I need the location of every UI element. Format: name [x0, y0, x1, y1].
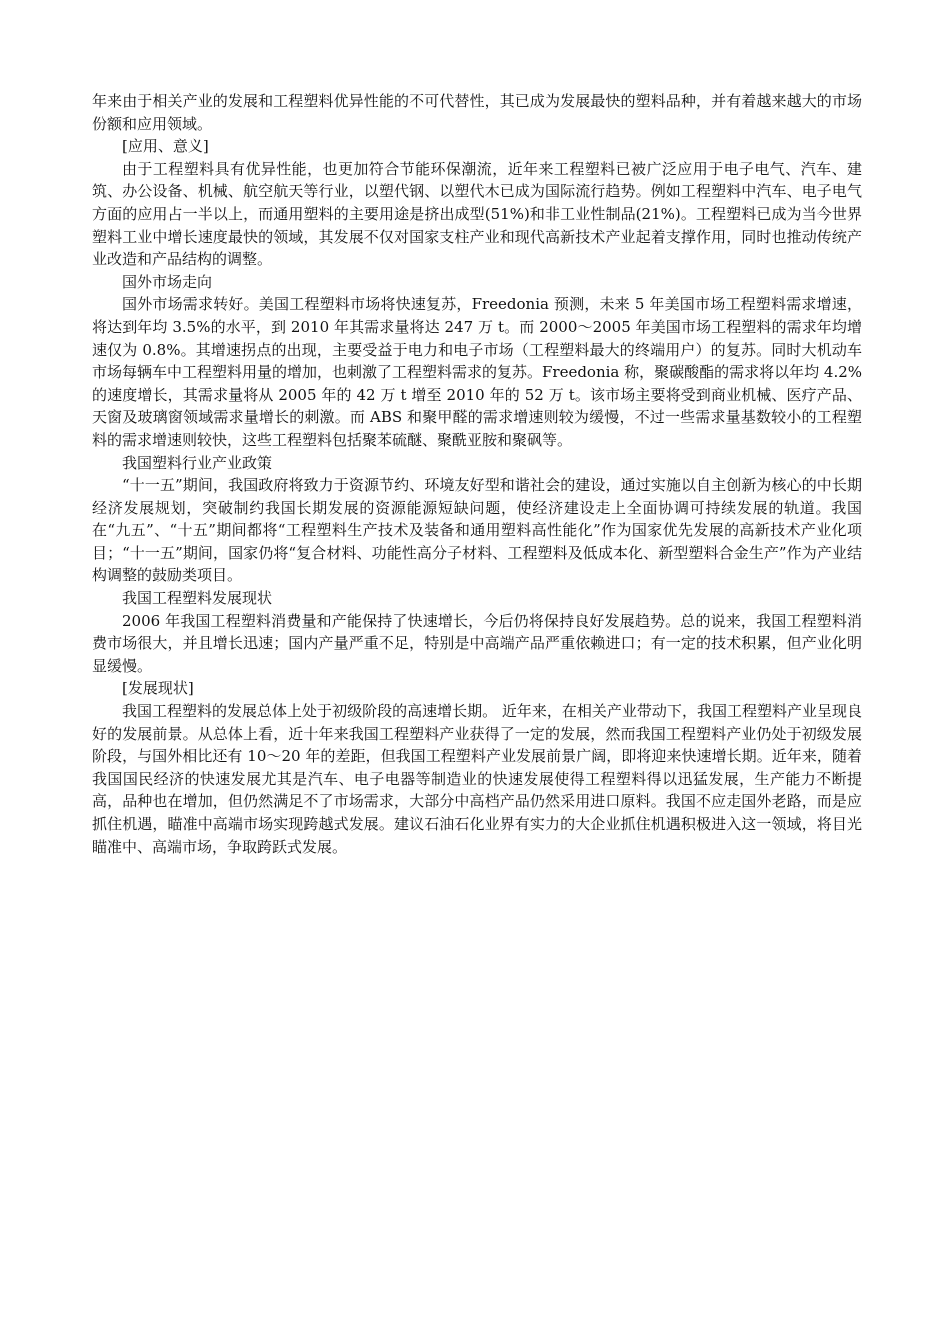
section-heading-application: [应用、意义] [122, 137, 209, 156]
section-heading-foreign-market: 国外市场走向 [122, 272, 213, 291]
section-heading-development-status: [发展现状] [122, 679, 194, 698]
paragraph-intro-continuation: 年来由于相关产业的发展和工程塑料优异性能的不可代替性，其已成为发展最快的塑料品种，并有着越来越大的市场份额和应用领域。 [92, 92, 862, 133]
paragraph-development-status: 我国工程塑料的发展总体上处于初级阶段的高速增长期。 近年来，在相关产业带动下，我国工程塑料产业呈现良好的发展前景。从总体上看，近十年来我国工程塑料产业获得了一定的发展，然而我国工程塑料产业仍处于初级发展阶段，与国外相比还有 10～20 年的差距，但我国工程塑料产业发展前景广阔，即将迎来快速增长期。近年来，随着我国国民经济的快速发展尤其是汽车、电子电器等制造业的快速发展使得工程塑料得以迅猛发展，生产能力不断提高，品种也在增加，但仍然满足不了市场需求，大部分中高档产品仍然采用进口原料。我国不应走国外老路，而是应抓住机遇，瞄准中高端市场实现跨越式发展。建议石油石化业界有实力的大企业抓住机遇积极进入这一领域，将目光瞄准中、高端市场，争取跨跃式发展。 [92, 702, 862, 856]
document-page [92, 90, 862, 858]
section-heading-industry-policy: 我国塑料行业产业政策 [122, 453, 273, 472]
section-heading-domestic-status: 我国工程塑料发展现状 [122, 589, 273, 608]
paragraph-foreign-market: 国外市场需求转好。美国工程塑料市场将快速复苏，Freedonia 预测，未来 5 年美国市场工程塑料需求增速，将达到年均 3.5%的水平，到 2010 年其需求量将达 247 万 t。而 2000～2005 年美国市场工程塑料的需求年均增速仅为 0.8%。其增速拐点的出现，主要受益于电力和电子市场（工程塑料最大的终端用户）的复苏。同时大机动车市场每辆车中工程塑料用量的增加，也刺激了工程塑料需求的复苏。Freedonia 称，聚碳酸酯的需求将以年均 4.2%的速度增长，其需求量将从 2005 年的 42 万 t 增至 2010 年的 52 万 t。该市场主要将受到商业机械、医疗产品、天窗及玻璃窗领域需求量增长的刺激。而 ABS 和聚甲醛的需求增速则较为缓慢，不过一些需求量基数较小的工程塑料的需求增速则较快，这些工程塑料包括聚苯硫醚、聚酰亚胺和聚砜等。 [92, 295, 863, 449]
paragraph-application: 由于工程塑料具有优异性能，也更加符合节能环保潮流，近年来工程塑料已被广泛应用于电子电气、汽车、建筑、办公设备、机械、航空航天等行业，以塑代钢、以塑代木已成为国际流行趋势。例如工程塑料中汽车、电子电气方面的应用占一半以上，而通用塑料的主要用途是挤出成型(51%)和非工业性制品(21%)。工程塑料已成为当今世界塑料工业中增长速度最快的领域，其发展不仅对国家支柱产业和现代高新技术产业起着支撑作用，同时也推动传统产业改造和产品结构的调整。 [92, 159, 862, 269]
paragraph-industry-policy: “十一五”期间，我国政府将致力于资源节约、环境友好型和谐社会的建设，通过实施以自主创新为核心的中长期经济发展规划，突破制约我国长期发展的资源能源短缺问题，使经济建设走上全面协调可持续发展的轨道。我国在“九五”、“十五”期间都将“工程塑料生产技术及装备和通用塑料高性能化”作为国家优先发展的高新技术产业化项目；“十一五”期间，国家仍将“复合材料、功能性高分子材料、工程塑料及低成本化、新型塑料合金生产”作为产业结构调整的鼓励类项目。 [92, 476, 862, 585]
paragraph-domestic-status: 2006 年我国工程塑料消费量和产能保持了快速增长，今后仍将保持良好发展趋势。总的说来，我国工程塑料消费市场很大，并且增长迅速；国内产量严重不足，特别是中高端产品严重依赖进口；有一定的技术积累，但产业化明显缓慢。 [92, 611, 862, 675]
